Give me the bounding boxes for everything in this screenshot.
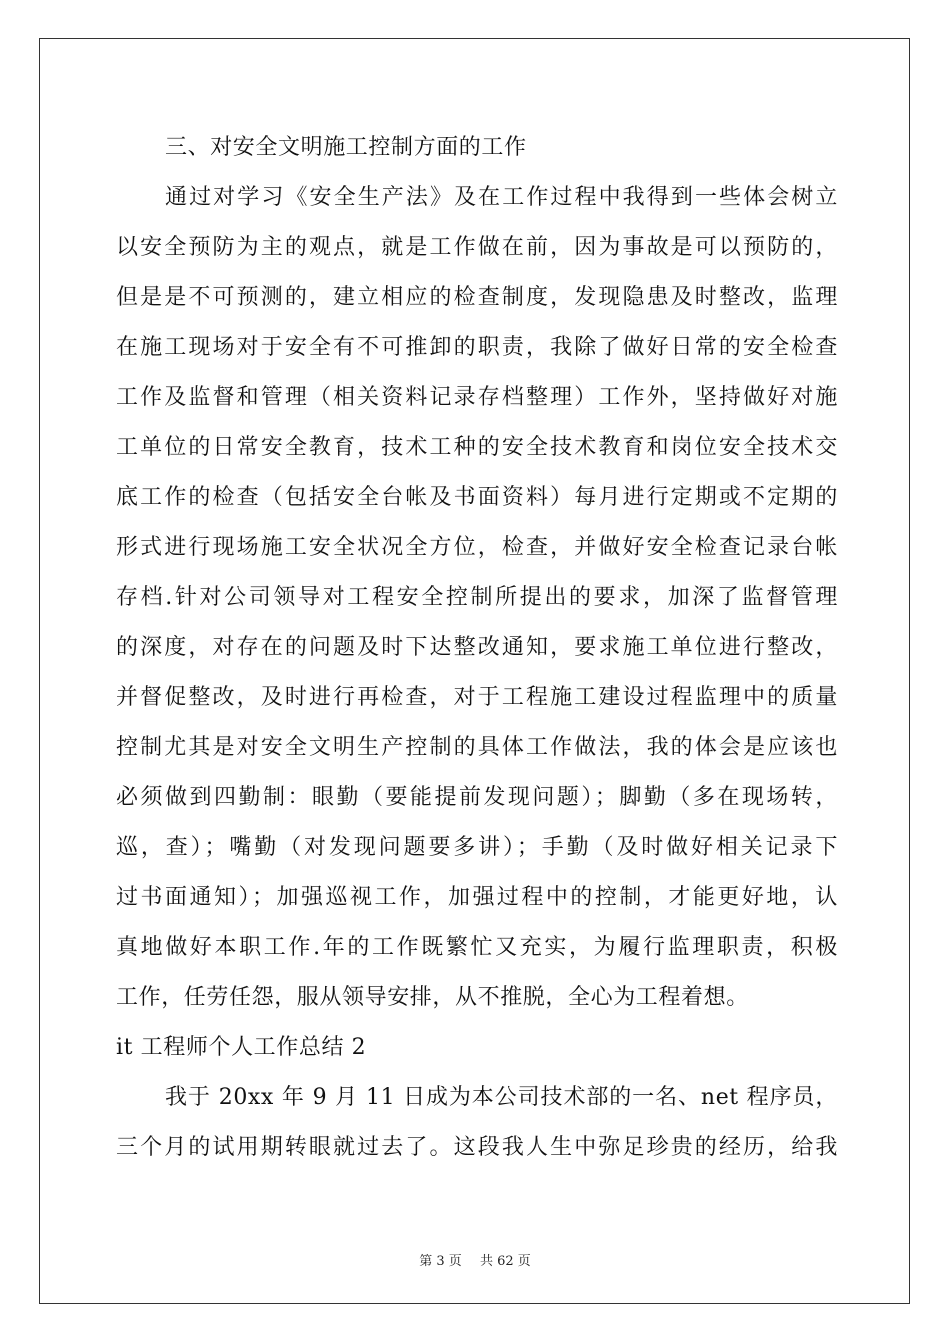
text-line: 三个月的试用期转眼就过去了。这段我人生中弥足珍贵的经历，给我 (116, 1135, 838, 1160)
text-line: 必须做到四勤制：眼勤（要能提前发现问题）；脚勤（多在现场转， (116, 785, 838, 810)
text-line: 存档.针对公司领导对工程安全控制所提出的要求，加深了监督管理 (116, 585, 838, 610)
text-line: 工单位的日常安全教育，技术工种的安全技术教育和岗位安全技术交 (116, 435, 838, 460)
text-line: 的深度，对存在的问题及时下达整改通知，要求施工单位进行整改， (116, 635, 838, 660)
text-line: 在施工现场对于安全有不可推卸的职责，我除了做好日常的安全检查 (116, 335, 838, 360)
text-line: 过书面通知）；加强巡视工作，加强过程中的控制，才能更好地，认 (116, 885, 838, 910)
text-line: 底工作的检查（包括安全台帐及书面资料）每月进行定期或不定期的 (116, 485, 838, 510)
document-body (116, 123, 838, 1173)
text-line: 通过对学习《安全生产法》及在工作过程中我得到一些体会树立 (165, 185, 838, 210)
text-line: 三、对安全文明施工控制方面的工作 (165, 135, 527, 160)
text-line: 以安全预防为主的观点，就是工作做在前，因为事故是可以预防的， (116, 235, 838, 260)
text-line: 但是是不可预测的，建立相应的检查制度，发现隐患及时整改，监理 (116, 285, 838, 310)
text-line: 工作及监督和管理（相关资料记录存档整理）工作外，坚持做好对施 (116, 385, 838, 410)
text-line: 真地做好本职工作.年的工作既繁忙又充实，为履行监理职责，积极 (116, 935, 838, 960)
page-number: 第 3 页 (419, 1254, 462, 1269)
text-line: 并督促整改，及时进行再检查，对于工程施工建设过程监理中的质量 (116, 685, 838, 710)
text-line: 控制尤其是对安全文明生产控制的具体工作做法，我的体会是应该也 (116, 735, 838, 760)
text-line: 工作，任劳任怨，服从领导安排，从不推脱，全心为工程着想。 (116, 985, 749, 1010)
text-line: 我于 20xx 年 9 月 11 日成为本公司技术部的一名、net 程序员， (165, 1085, 838, 1110)
page-total: 共 62 页 (479, 1254, 531, 1269)
text-line: it 工程师个人工作总结 2 (116, 1035, 367, 1060)
text-line: 巡，查）；嘴勤（对发现问题要多讲）；手勤（及时做好相关记录下 (116, 835, 838, 860)
page-footer (0, 1250, 950, 1269)
text-line: 形式进行现场施工安全状况全方位，检查，并做好安全检查记录台帐 (116, 535, 838, 560)
